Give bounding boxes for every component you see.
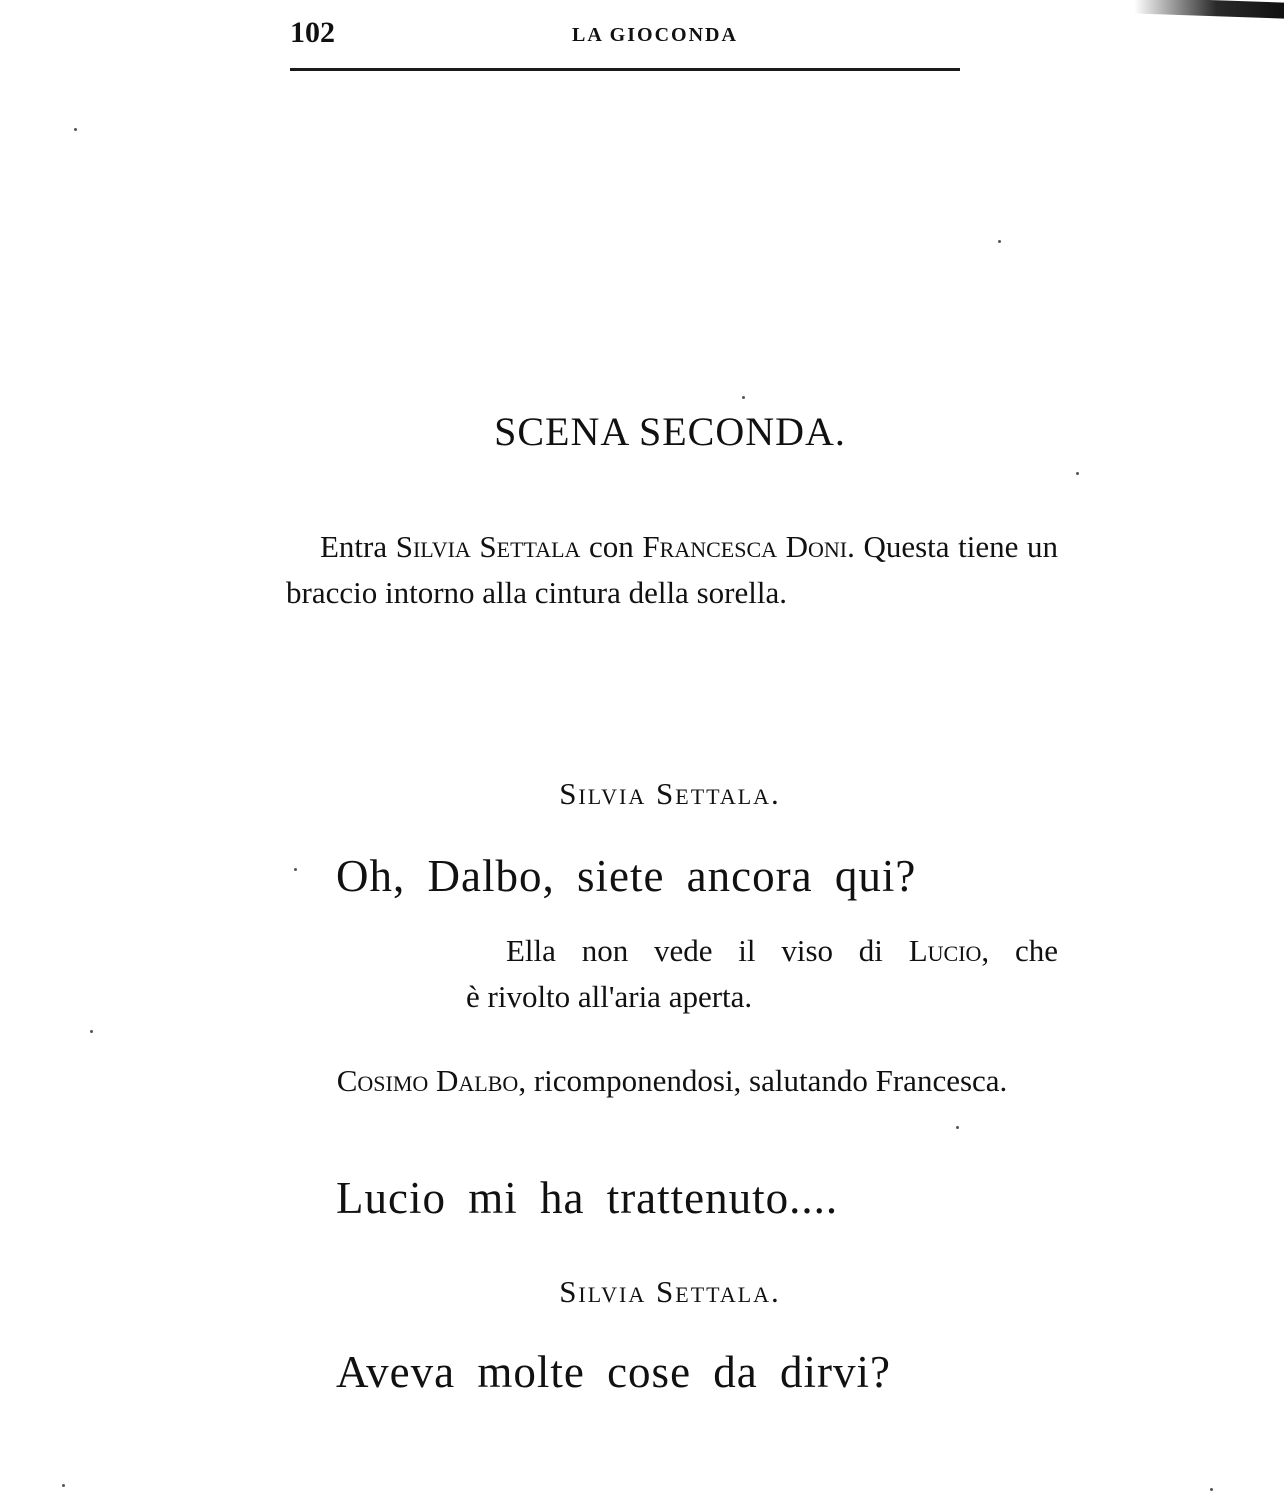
stage-text: . Questa tiene un braccio intorno alla cintura della sorella.	[286, 529, 1058, 610]
speck	[998, 240, 1001, 243]
stage-text: con	[580, 529, 643, 564]
stage-direction-aside	[466, 928, 1058, 1020]
aside-line: è rivolto all'aria aperta.	[466, 979, 753, 1014]
page-edge-shadow	[1134, 0, 1284, 19]
stage-text: Ella non vede il viso di	[506, 933, 909, 968]
stage-text: , ricomponendosi, salutando Francesca.	[518, 1063, 1008, 1098]
stage-text: Entra	[320, 529, 396, 564]
speck	[62, 1484, 65, 1487]
stage-text: , che	[981, 933, 1058, 968]
dialogue-line: Oh, Dalbo, siete ancora qui?	[336, 851, 917, 901]
page-number: 102	[290, 16, 335, 49]
speck	[1076, 472, 1079, 475]
running-head	[290, 14, 960, 54]
speck	[90, 1030, 93, 1033]
running-title: LA GIOCONDA	[572, 24, 738, 46]
speaker-name: Silvia Settala.	[559, 1274, 781, 1309]
header-rule	[290, 68, 960, 71]
speck	[956, 1126, 959, 1129]
scene-heading: SCENA SECONDA.	[494, 409, 846, 454]
character-name: Silvia Settala	[395, 529, 581, 564]
speck	[294, 868, 297, 871]
speck	[742, 396, 745, 399]
aside-line	[466, 928, 1058, 974]
dialogue-line: Aveva molte cose da dirvi?	[336, 1347, 891, 1397]
speaker-name: Cosimo Dalbo	[336, 1063, 519, 1098]
speck	[74, 128, 77, 131]
stage-direction-intro	[286, 524, 1058, 616]
speck	[1210, 1488, 1213, 1491]
speaker-name: Silvia Settala.	[559, 776, 781, 811]
dialogue-line: Lucio mi ha trattenuto....	[336, 1173, 839, 1223]
character-name: Francesca Doni	[642, 529, 848, 564]
character-name: Lucio	[908, 933, 982, 968]
speaker-with-direction	[286, 1058, 1058, 1104]
